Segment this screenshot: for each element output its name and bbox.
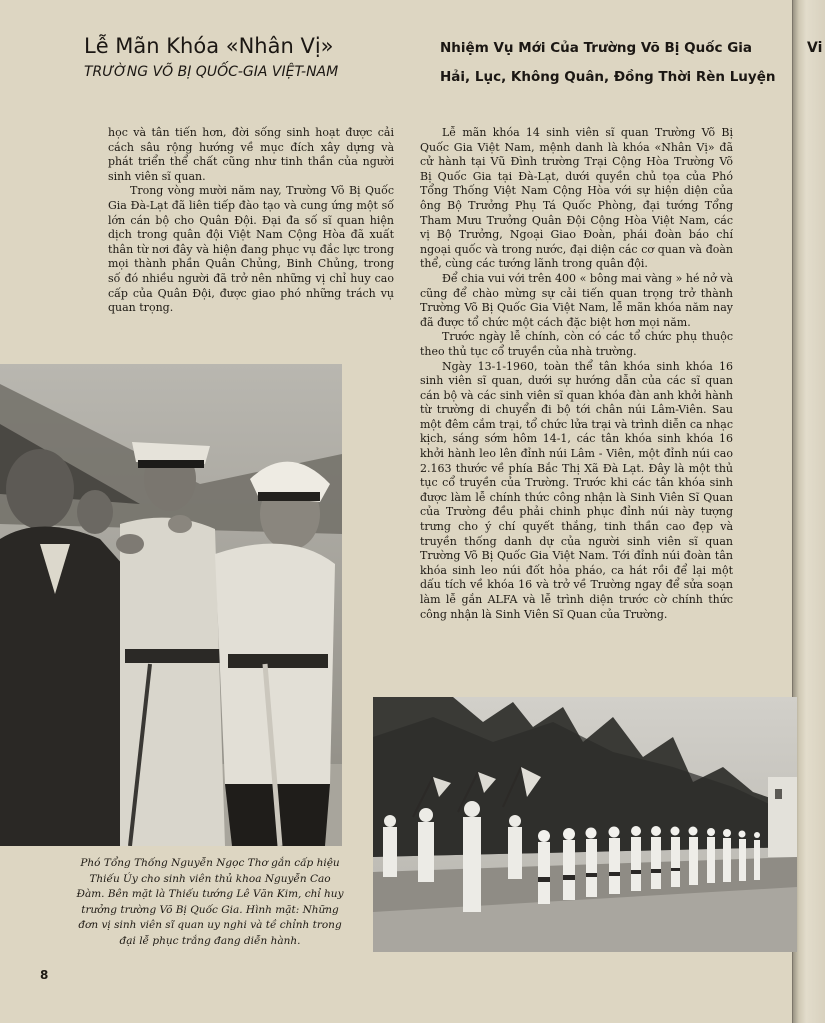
- paragraph: Ngày 13-1-1960, toàn thể tân khóa sinh khóa 16 sinh viên sĩ quan, dưới sự hướng dẫn của các sĩ quan cán bộ và các sinh viên sĩ quan khóa đàn anh khởi hành từ trường di chuyển đi bộ tới chân núi Lâm-Viên. Sau một đêm cắm trại, tổ chức lửa trại và trình diễn ca nhạc kịch, sáng sớm hôm 14-1, các tân khóa sinh khóa 16 khởi hành leo lên đỉnh núi Lâm - Viên, một đỉnh núi cao 2.163 thước về phía Bắc Thị Xã Đà Lạt. Đây là một thủ tục cổ truyền của Trường. Trước khi các tân khóa sinh được làm lễ chính thức công nhận là Sinh Viên Sĩ Quan của Trường đều phải chinh phục đỉnh núi này tượng trưng cho ý chí quyết thắng, tinh thần cao đẹp và truyền thống danh dự của người sinh viên sĩ quan Trường Võ Bị Quốc Gia Việt Nam. Tới đỉnh núi đoàn tân khóa sinh leo núi đốt hỏa pháo, ca hát rồi để lại một dấu tích về khóa 16 và trở về Trường ngay để sửa soạn làm lễ gắn ALFA và lễ trình diện trước cờ chính thức công nhận là Sinh Viên Sĩ Quan của Trường.: [420, 359, 733, 621]
- photo-caption: Phó Tổng Thống Nguyễn Ngọc Thơ gắn cấp hiệu Thiếu Úy cho sinh viên thủ khoa Nguyễn Cao Đàm. Bên mặt là Thiếu tướng Lê Văn Kim, chỉ huy trưởng trường Võ Bị Quốc Gia. Hình mặt: Những đơn vị sinh viên sĩ quan uy nghi và tề chỉnh trong đại lễ phục trắng đang diễn hành.: [76, 857, 344, 947]
- paragraph: Lễ mãn khóa 14 sinh viên sĩ quan Trường Võ Bị Quốc Gia Việt Nam, mệnh danh là khóa «Nhân Vị» đã cử hành tại Vũ Đình trường Trại Cộng Hòa Trường Võ Bị Quốc Gia tại Đà-Lạt, dưới quyền chủ tọa của Phó Tổng Thống Việt Nam Cộng Hòa với sự hiện diện của ông Bộ Trưởng Phụ Tá Quốc Phòng, đại tướng Tổng Tham Mưu Trưởng Quân Đội Cộng Hòa Việt Nam, các vị Bộ Trưởng, Ngoại Giao Đoàn, phái đoàn báo chí ngoại quốc và trong nước, đại diện các cơ quan và đoàn thể, cùng các tướng lãnh trong quân đội.: [420, 126, 733, 271]
- ceremony-photo: [0, 364, 342, 846]
- left-text-column: [108, 126, 394, 316]
- paragraph: Để chia vui với trên 400 « bông mai vàng » hé nở và cũng để chào mừng sự cải tiến quan trọng trở thành Trường Võ Bị Quốc Gia Việt Nam, lễ mãn khóa năm nay đã được tổ chức một cách đặc biệt hơn mọi năm.: [420, 271, 733, 329]
- paragraph: học và tân tiến hơn, đời sống sinh hoạt được cải cách sâu rộng hướng về mục đích xây dựng và phát triển thể chất cũng như tinh thần của người sinh viên sĩ quan.: [108, 126, 394, 183]
- page-number: 8: [40, 968, 49, 982]
- paragraph: Trước ngày lễ chính, còn có các tổ chức phụ thuộc theo thủ tục cổ truyền của nhà trường.: [420, 330, 733, 358]
- parade-photo: [373, 697, 797, 952]
- article-subtitle: TRƯỜNG VÕ BỊ QUỐC-GIA VIỆT-NAM: [84, 64, 339, 80]
- paragraph: Trong vòng mười năm nay, Trường Võ Bị Quốc Gia Đà-Lạt đã liên tiếp đào tạo và cung ứng một số lớn cán bộ cho Quân Đội. Đại đa số sĩ quan hiện dịch trong quân đội Việt Nam Cộng Hòa đã xuất thân từ nơi đây và hiện đang phục vụ đắc lực trong mọi thành phần Quân Chủng, Binh Chủng, trong số đó nhiều người đã trở nên những vị chỉ huy cao cấp của Quân Đội, được giao phó những trách vụ quan trọng.: [108, 184, 394, 315]
- next-page-peek-text: Vi: [807, 40, 823, 56]
- right-heading-line-2: Hải, Lục, Không Quân, Đồng Thời Rèn Luyện: [440, 69, 776, 85]
- article-title: Lễ Mãn Khóa «Nhân Vị»: [84, 34, 334, 58]
- right-heading-line-1: Nhiệm Vụ Mới Của Trường Võ Bị Quốc Gia: [440, 40, 753, 56]
- parade-photo-illustration: [373, 697, 797, 952]
- right-text-column: [420, 126, 733, 622]
- ceremony-photo-illustration: [0, 364, 342, 846]
